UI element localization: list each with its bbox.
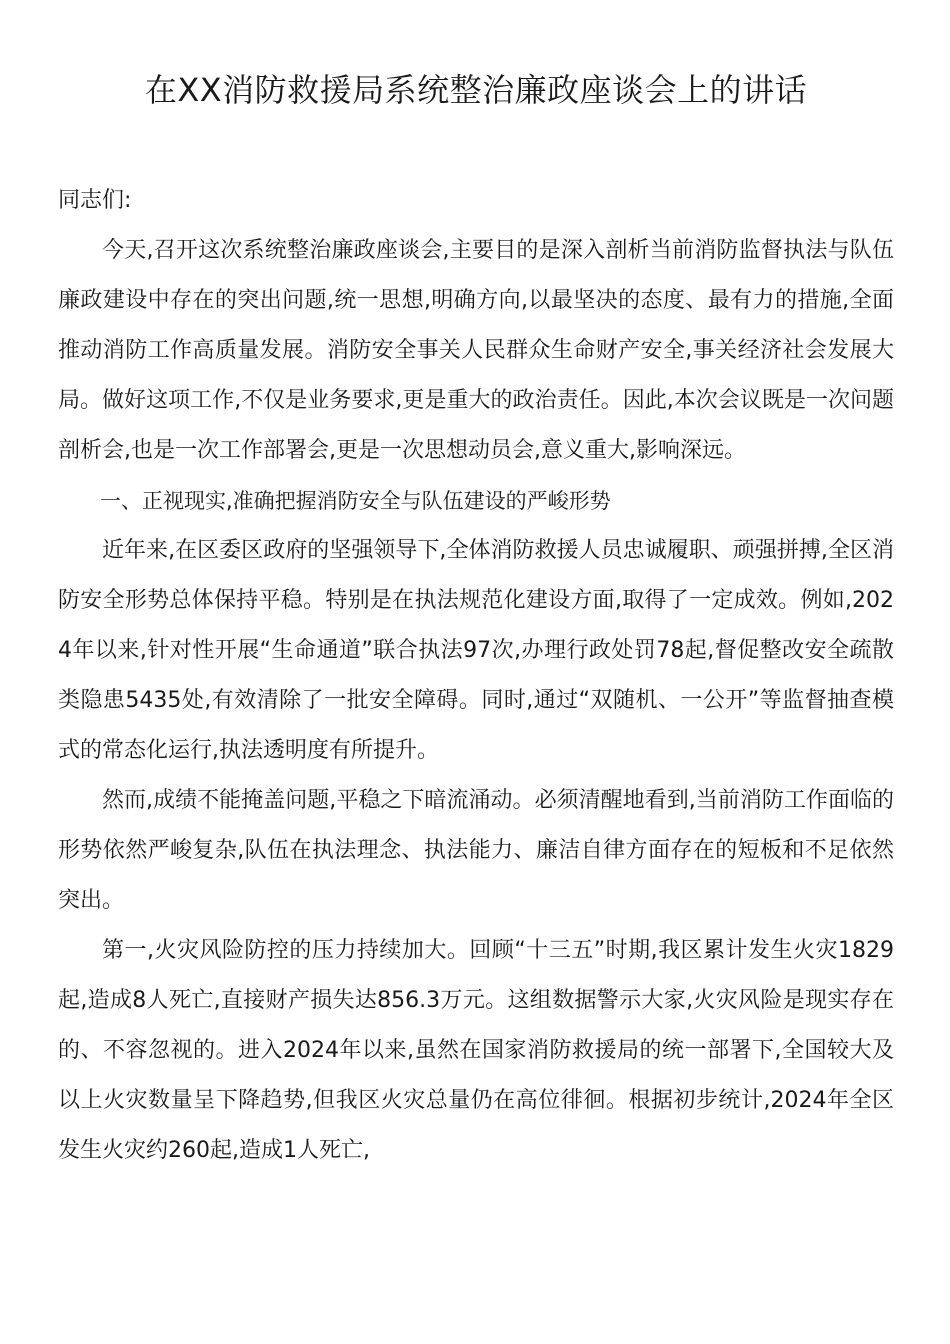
salutation: 同志们:	[58, 188, 132, 213]
document-title: 在XX消防救援局系统整治廉政座谈会上的讲话	[144, 71, 808, 109]
paragraph-fire-risk: 第一,火灾风险防控的压力持续加大。回顾“十三五”时期,我区累计发生火灾1829起,造成8人死亡,直接财产损失达856.3万元。这组数据警示大家,火灾风险是现实存在的、不容忽视的。进入2024年以来,虽然在国家消防救援局的统一部署下,全国较大及以上火灾数量呈下降趋势,但我区火灾总量仍在高位徘徊。根据初步统计,2024年全区发生火灾约260起,造成1人死亡,	[58, 938, 894, 1163]
section-heading: 一、正视现实,准确把握消防安全与队伍建设的严峻形势	[100, 489, 611, 513]
paragraph-intro: 今天,召开这次系统整治廉政座谈会,主要目的是深入剖析当前消防监督执法与队伍廉政建设中存在的突出问题,统一思想,明确方向,以最坚决的态度、最有力的措施,全面推动消防工作高质量发展。消防安全事关人民群众生命财产安全,事关经济社会发展大局。做好这项工作,不仅是业务要求,更是重大的政治责任。因此,本次会议既是一次问题剖析会,也是一次工作部署会,更是一次思想动员会,意义重大,影响深远。	[58, 238, 894, 463]
paragraph-challenges: 然而,成绩不能掩盖问题,平稳之下暗流涌动。必须清醒地看到,当前消防工作面临的形势依然严峻复杂,队伍在执法理念、执法能力、廉洁自律方面存在的短板和不足依然突出。	[58, 788, 894, 913]
paragraph-achievements: 近年来,在区委区政府的坚强领导下,全体消防救援人员忠诚履职、顽强拼搏,全区消防安全形势总体保持平稳。特别是在执法规范化建设方面,取得了一定成效。例如,2024年以来,针对性开展“生命通道”联合执法97次,办理行政处罚78起,督促整改安全疏散类隐患5435处,有效清除了一批安全障碍。同时,通过“双随机、一公开”等监督抽查模式的常态化运行,执法透明度有所提升。	[58, 538, 894, 763]
document-page	[58, 60, 894, 1176]
